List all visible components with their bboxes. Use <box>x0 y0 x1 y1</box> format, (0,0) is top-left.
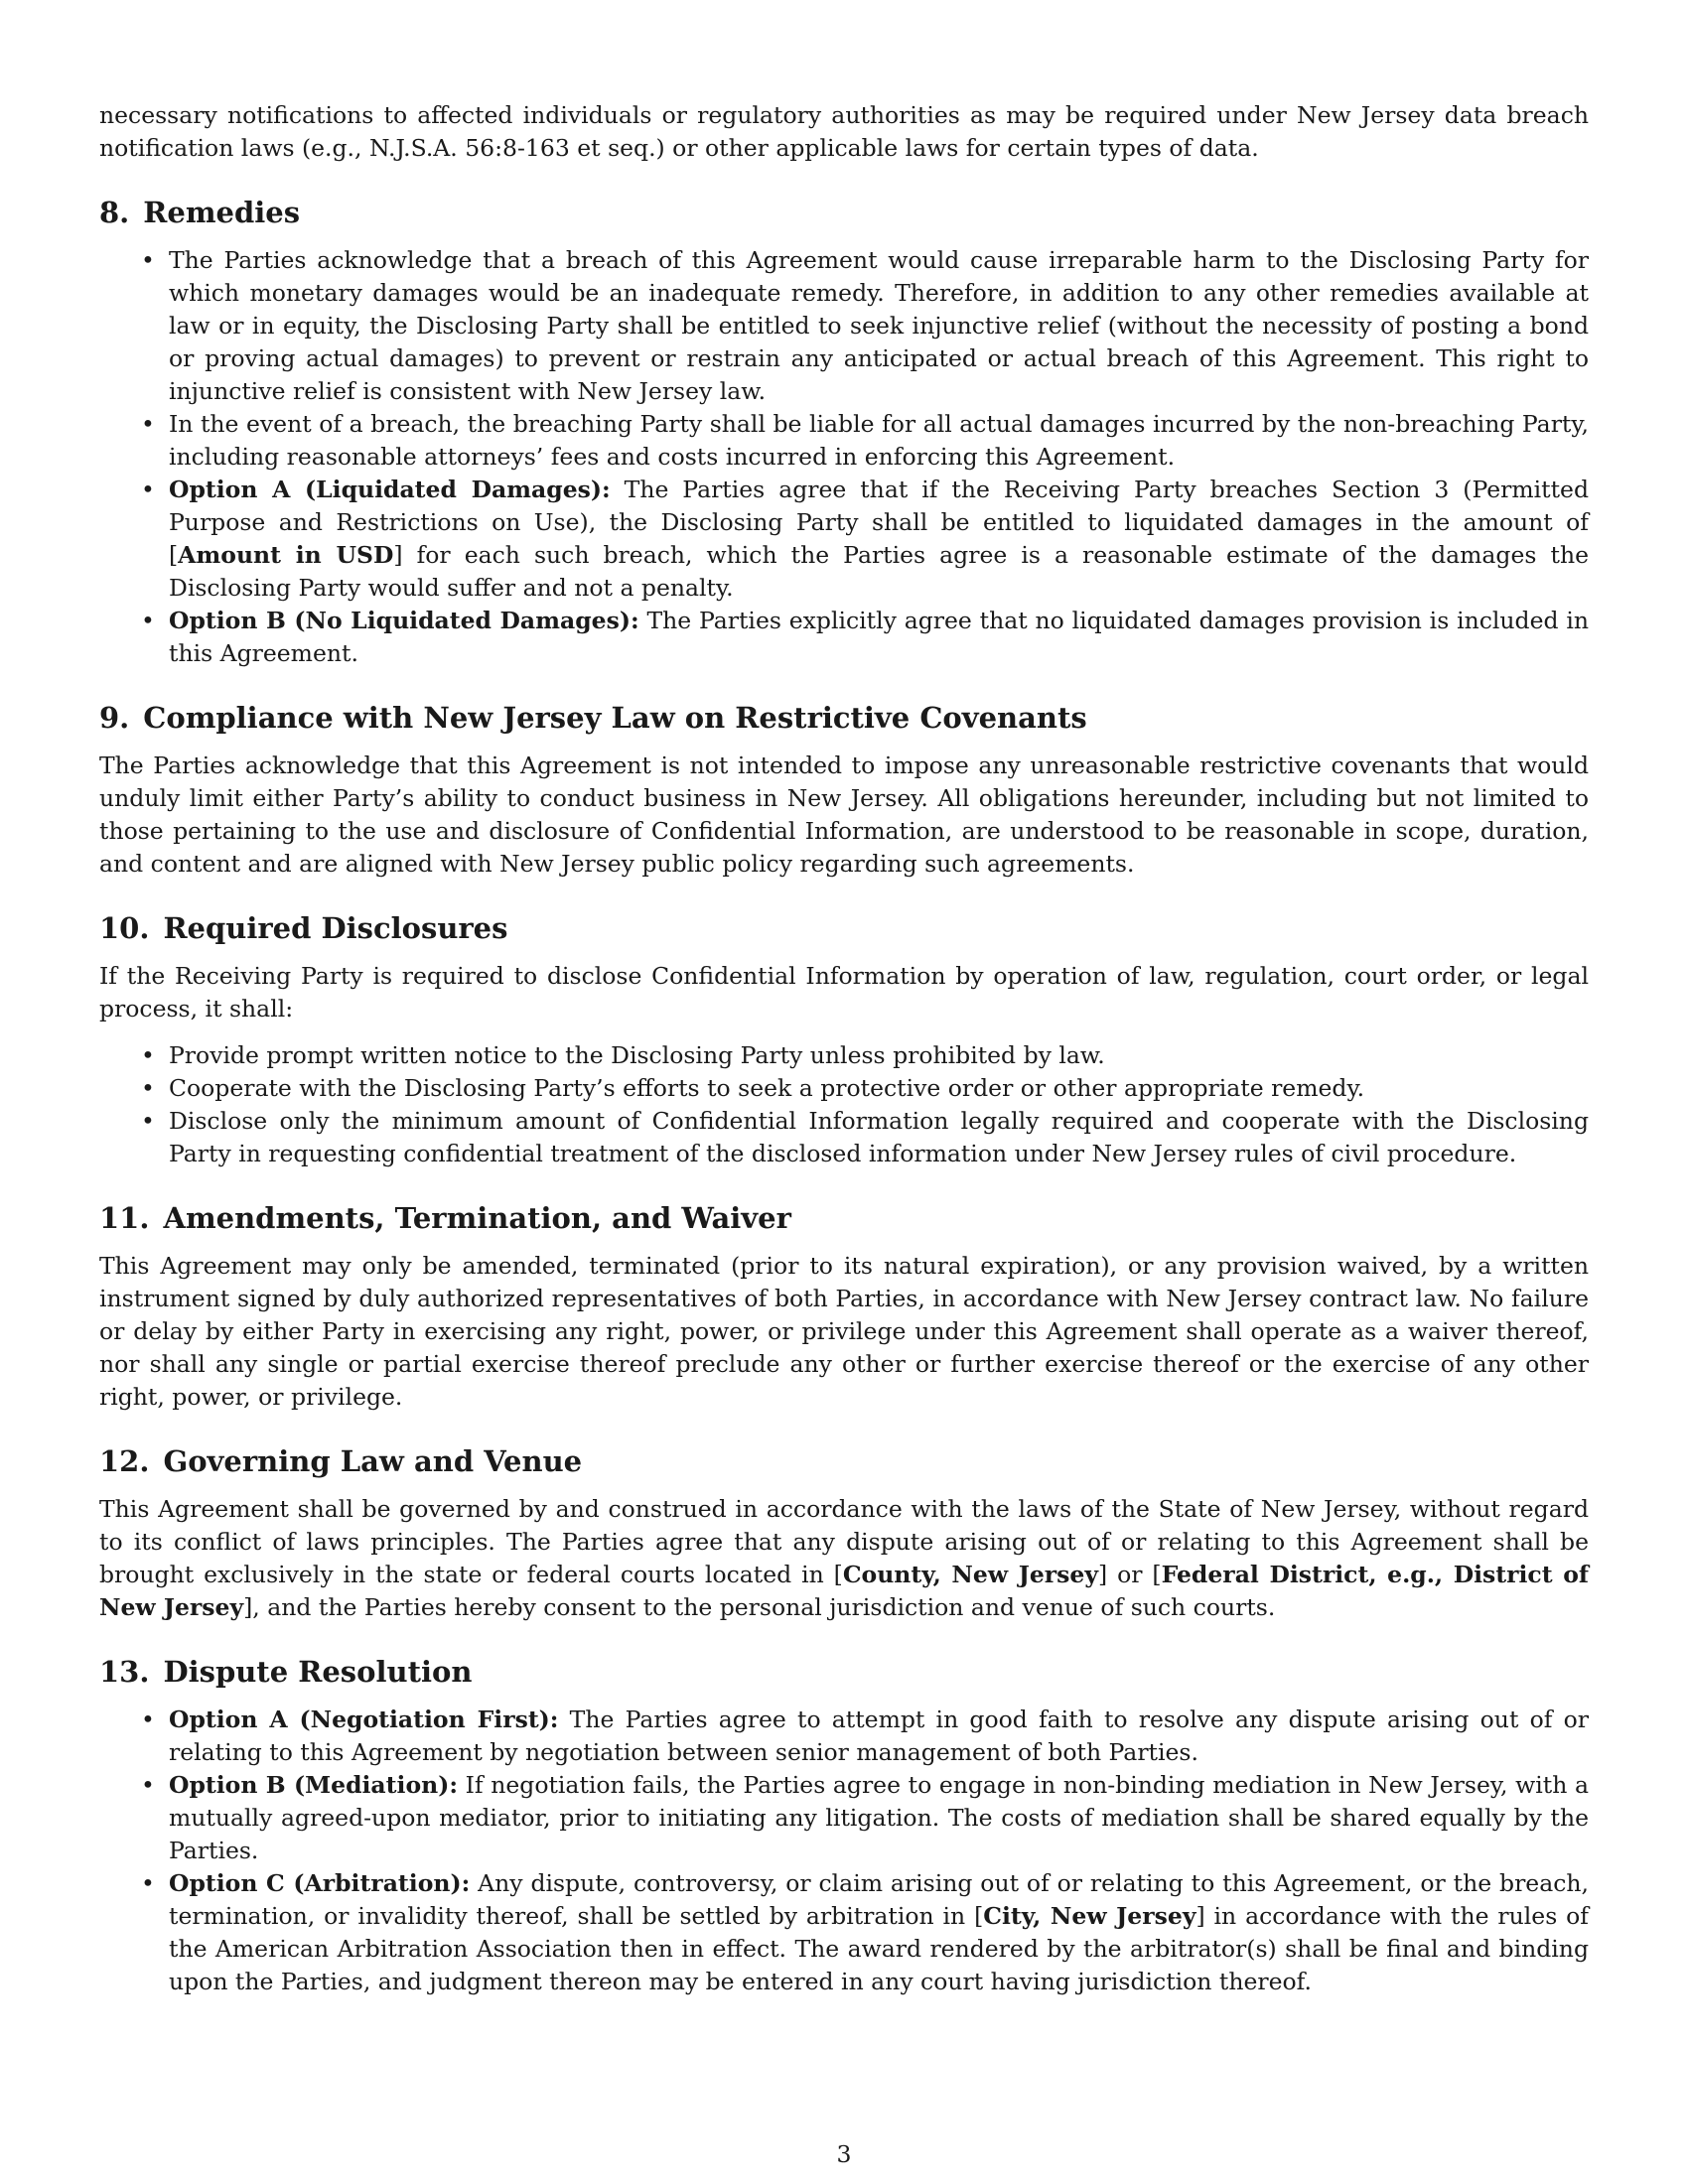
section-8-title: Remedies <box>143 196 301 229</box>
list-item: • In the event of a breach, the breaching Party shall be liable for all actual damages incurred by the non-breaching Party, including reasonable attorneys’ fees and costs incurred in enforcing this Agreement. <box>169 408 1589 474</box>
paragraph-text: This Agreement shall be governed by and construed in accordance with the laws of the State of New Jersey, without regard to its conflict of laws principles. The Parties agree that any dispute arising out of or relating to this Agreement shall be brought exclusively in the state or federal courts located in [ <box>99 1495 1589 1588</box>
section-9-title: Compliance with New Jersey Law on Restrictive Covenants <box>143 701 1087 735</box>
option-label: Option A (Negotiation First): <box>169 1706 559 1733</box>
paragraph-text: ], and the Parties hereby consent to the personal jurisdiction and venue of such courts. <box>243 1593 1276 1621</box>
option-text: If negotiation fails, the Parties agree to engage in non-binding mediation in New Jersey, with a mutually agreed-upon mediator, prior to initiating any litigation. The costs of mediation shall be shared equally by the Parties. <box>169 1771 1589 1864</box>
section-11-number: 11. <box>99 1201 150 1235</box>
section-12-paragraph <box>99 1493 1589 1624</box>
option-text: Any dispute, controversy, or claim arising out of or relating to this Agreement, or the breach, termination, or invalidity thereof, shall be settled by arbitration in [ <box>169 1869 1589 1930</box>
section-13-number: 13. <box>99 1655 150 1689</box>
section-10-list <box>99 1039 1589 1170</box>
section-10-number: 10. <box>99 911 150 945</box>
list-item: • Provide prompt written notice to the Disclosing Party unless prohibited by law. <box>169 1039 1589 1072</box>
list-item <box>169 1704 1589 1769</box>
section-9-heading <box>99 700 1589 736</box>
section-13-title: Dispute Resolution <box>163 1655 473 1689</box>
section-9-number: 9. <box>99 701 130 735</box>
placeholder-field: City, New Jersey <box>983 1902 1196 1930</box>
option-label: Option B (No Liquidated Damages): <box>169 607 639 634</box>
page-number: 3 <box>836 2140 852 2168</box>
section-8-list <box>99 244 1589 670</box>
section-12-number: 12. <box>99 1444 150 1478</box>
list-item: • The Parties acknowledge that a breach of this Agreement would cause irreparable harm to the Disclosing Party for which monetary damages would be an inadequate remedy. Therefore, in addition to any other remedies available at law or in equity, the Disclosing Party shall be entitled to seek injunctive relief (without the necessity of posting a bond or proving actual damages) to prevent or restrain any anticipated or actual breach of this Agreement. This right to injunctive relief is consistent with New Jersey law. <box>169 244 1589 408</box>
section-11-heading <box>99 1200 1589 1236</box>
section-10-title: Required Disclosures <box>163 911 508 945</box>
section-13-list <box>99 1704 1589 1998</box>
list-item: • Cooperate with the Disclosing Party’s efforts to seek a protective order or other appropriate remedy. <box>169 1072 1589 1105</box>
section-12-heading <box>99 1443 1589 1479</box>
option-text: ] for each such breach, which the Parties agree is a reasonable estimate of the damages the Disclosing Party would suffer and not a penalty. <box>169 541 1589 602</box>
document-page <box>99 99 1589 1998</box>
section-8-number: 8. <box>99 196 130 229</box>
option-text: The Parties explicitly agree that no liquidated damages provision is included in this Agreement. <box>169 607 1590 667</box>
placeholder-field: Federal District, e.g., District of New Jersey <box>99 1561 1589 1621</box>
section-10-paragraph: If the Receiving Party is required to disclose Confidential Information by operation of law, regulation, court order, or legal process, it shall: <box>99 962 1589 1023</box>
list-item <box>169 474 1589 605</box>
intro-paragraph: necessary notifications to affected individuals or regulatory authorities as may be required under New Jersey data breach notification laws (e.g., N.J.S.A. 56:8-163 et seq.) or other applicable laws for certain types of data. <box>99 101 1589 162</box>
section-13-heading <box>99 1654 1589 1690</box>
section-11-title: Amendments, Termination, and Waiver <box>163 1201 791 1235</box>
section-12-title: Governing Law and Venue <box>163 1444 583 1478</box>
list-item: • Disclose only the minimum amount of Confidential Information legally required and cooperate with the Disclosing Party in requesting confidential treatment of the disclosed information under New Jersey rules of civil procedure. <box>169 1105 1589 1170</box>
option-text: The Parties agree to attempt in good faith to resolve any dispute arising out of or relating to this Agreement by negotiation between senior management of both Parties. <box>169 1706 1589 1766</box>
option-label: Option C (Arbitration): <box>169 1869 471 1897</box>
option-label: Option A (Liquidated Damages): <box>169 476 611 503</box>
option-text: ] in accordance with the rules of the American Arbitration Association then in effect. The award rendered by the arbitrator(s) shall be final and binding upon the Parties, and judgment thereon may be entered in any court having jurisdiction thereof. <box>169 1902 1589 1995</box>
option-label: Option B (Mediation): <box>169 1771 458 1799</box>
section-8-heading <box>99 195 1589 230</box>
section-10-heading <box>99 910 1589 946</box>
paragraph-text: ] or [ <box>1098 1561 1162 1588</box>
list-item <box>169 1769 1589 1867</box>
list-item <box>169 605 1589 670</box>
placeholder-field: County, New Jersey <box>842 1561 1099 1588</box>
section-9-paragraph: The Parties acknowledge that this Agreement is not intended to impose any unreasonable restrictive covenants that would unduly limit either Party’s ability to conduct business in New Jersey. All obligations hereunder, including but not limited to those pertaining to the use and disclosure of Confidential Information, are understood to be reasonable in scope, duration, and content and are aligned with New Jersey public policy regarding such agreements. <box>99 751 1589 878</box>
list-item <box>169 1867 1589 1998</box>
option-text: The Parties agree that if the Receiving Party breaches Section 3 (Permitted Purpose and Restrictions on Use), the Disclosing Party shall be entitled to liquidated damages in the amount of [ <box>169 476 1589 569</box>
section-11-paragraph: This Agreement may only be amended, terminated (prior to its natural expiration), or any provision waived, by a written instrument signed by duly authorized representatives of both Parties, in accordance with New Jersey contract law. No failure or delay by either Party in exercising any right, power, or privilege under this Agreement shall operate as a waiver thereof, nor shall any single or partial exercise thereof preclude any other or further exercise thereof or the exercise of any other right, power, or privilege. <box>99 1252 1589 1411</box>
placeholder-field: Amount in USD <box>178 541 394 569</box>
